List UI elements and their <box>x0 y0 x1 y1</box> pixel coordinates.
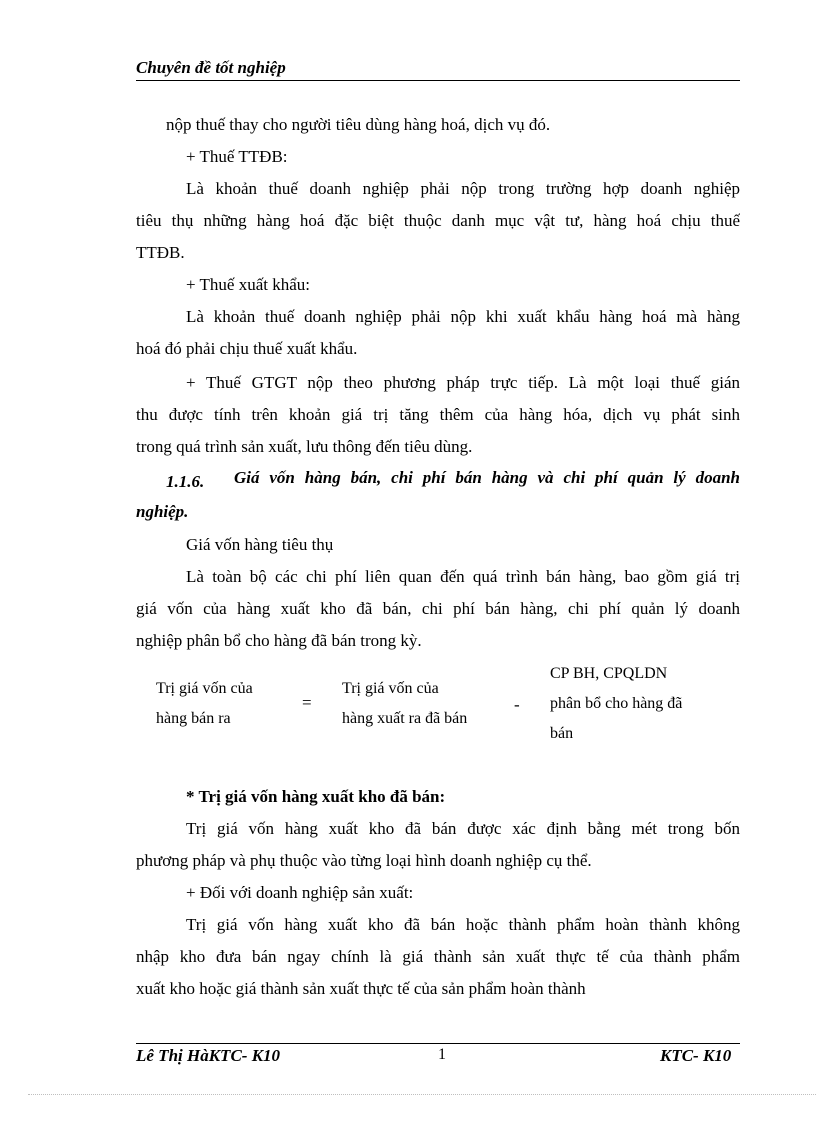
section-title: Giá vốn hàng bán, chi phí bán hàng và chi phí quản lý doanh <box>234 468 740 487</box>
formula-middle-line-1: Trị giá vốn của <box>342 680 439 697</box>
header-rule <box>136 80 740 81</box>
body-line-17: Trị giá vốn hàng xuất kho đã bán được xác định bằng mét trong bốn <box>186 819 740 838</box>
formula-middle <box>342 674 467 734</box>
page-number: 1 <box>438 1046 446 1063</box>
body-line-8: hoá đó phải chịu thuế xuất khẩu. <box>136 339 358 358</box>
footer-rule <box>136 1043 740 1044</box>
formula-left-line-1: Trị giá vốn của <box>156 680 253 697</box>
formula-left-line-2: hàng bán ra <box>156 710 231 727</box>
section-number: 1.1.6. <box>166 472 205 491</box>
body-line-2: + Thuế TTĐB: <box>186 147 288 166</box>
formula-right-line-1: CP BH, CPQLDN <box>550 665 668 682</box>
body-line-12: Giá vốn hàng tiêu thụ <box>186 535 334 554</box>
body-line-3: Là khoản thuế doanh nghiệp phải nộp trong trường hợp doanh nghiệp <box>186 179 740 198</box>
body-line-4: tiêu thụ những hàng hoá đặc biệt thuộc danh mục vật tư, hàng hoá chịu thuế <box>136 211 740 230</box>
body-line-22: xuất kho hoặc giá thành sản xuất thực tế của sản phẩm hoàn thành <box>136 979 586 998</box>
formula-right-line-2: phân bổ cho hàng đã <box>550 695 683 712</box>
body-line-19: + Đối với doanh nghiệp sản xuất: <box>186 883 414 902</box>
header-title: Chuyên đề tốt nghiệp <box>136 58 286 77</box>
body-line-14: giá vốn của hàng xuất kho đã bán, chi phí bán hàng, chi phí quản lý doanh <box>136 599 740 618</box>
subsection-heading: * Trị giá vốn hàng xuất kho đã bán: <box>186 787 446 806</box>
body-line-18: phương pháp và phụ thuộc vào từng loại hình doanh nghiệp cụ thể. <box>136 851 592 870</box>
page-break-line <box>28 1094 816 1095</box>
section-title-continued: nghiệp. <box>136 502 189 521</box>
body-line-6: + Thuế xuất khẩu: <box>186 275 310 294</box>
body-line-5: TTĐB. <box>136 243 185 262</box>
formula-middle-line-2: hàng xuất ra đã bán <box>342 710 468 727</box>
body-line-11: trong quá trình sản xuất, lưu thông đến tiêu dùng. <box>136 437 473 456</box>
formula-minus: - <box>514 695 520 714</box>
formula-left <box>156 674 253 734</box>
footer-class: KTC- K10 <box>660 1046 732 1065</box>
footer-author: Lê Thị HàKTC- K10 <box>136 1046 281 1065</box>
formula-right-line-3: bán <box>550 725 574 742</box>
body-line-15: nghiệp phân bổ cho hàng đã bán trong kỳ. <box>136 631 422 650</box>
body-line-9: + Thuế GTGT nộp theo phương pháp trực tiếp. Là một loại thuế gián <box>186 373 740 392</box>
body-line-21: nhập kho đưa bán ngay chính là giá thành sản xuất thực tế của thành phẩm <box>136 947 740 966</box>
body-line-13: Là toàn bộ các chi phí liên quan đến quá trình bán hàng, bao gồm giá trị <box>186 567 740 586</box>
formula-right <box>550 659 682 749</box>
body-line-10: thu được tính trên khoản giá trị tăng thêm của hàng hóa, dịch vụ phát sinh <box>136 405 740 424</box>
formula-equals: = <box>302 693 312 712</box>
body-line-20: Trị giá vốn hàng xuất kho đã bán hoặc thành phẩm hoàn thành không <box>186 915 740 934</box>
body-line-7: Là khoản thuế doanh nghiệp phải nộp khi xuất khẩu hàng hoá mà hàng <box>186 307 740 326</box>
body-line-1: nộp thuế thay cho người tiêu dùng hàng hoá, dịch vụ đó. <box>166 115 551 134</box>
